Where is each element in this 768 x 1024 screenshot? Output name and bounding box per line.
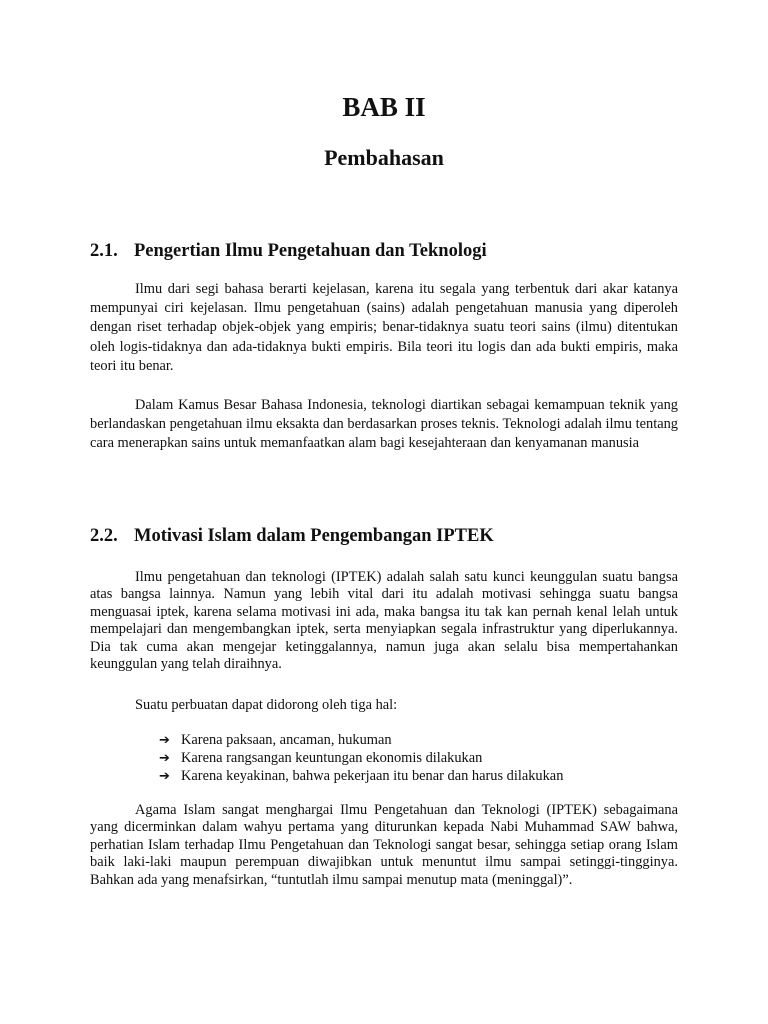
section-heading-2-1 <box>90 241 487 262</box>
chapter-subtitle: Pembahasan <box>324 145 444 170</box>
paragraph-list-intro: Suatu perbuatan dapat didorong oleh tiga hal: <box>135 697 398 713</box>
paragraph-ilmu-definition: Ilmu dari segi bahasa berarti kejelasan, karena itu segala yang terbentuk dari akar katanya mempunyai ciri kejelasan. Ilmu pengetahuan (sains) adalah pengetahuan manusia yang diperoleh dengan riset terhadap objek-objek yang empiris; benar-tidaknya suatu teori sains (ilmu) ditentukan oleh logis-tidaknya dan ada-tidaknya bukti empiris. Bila teori itu logis dan ada bukti empiris, maka teori itu benar. <box>90 281 678 374</box>
list-item: ➔ Karena keyakinan, bahwa pekerjaan itu benar dan harus dilakukan <box>159 767 564 784</box>
arrow-right-icon: ➔ <box>159 768 170 784</box>
section-number: 2.1. <box>90 241 118 261</box>
list-item: ➔ Karena rangsangan keuntungan ekonomis dilakukan <box>159 749 483 766</box>
arrow-right-icon: ➔ <box>159 750 170 766</box>
paragraph-iptek-motivation: Ilmu pengetahuan dan teknologi (IPTEK) adalah salah satu kunci keunggulan suatu bangsa atas bangsa lainnya. Namun yang lebih vital dari itu adalah motivasi sehingga suatu bangsa menguasai iptek, karena selama motivasi ini ada, maka bangsa itu tak kan pernah kenal lelah untuk mempelajari dan mengembangkan iptek, serta menyiapkan segala infrastruktur yang diperlukannya. Dia tak cuma akan mengejar ketinggalannya, namun juga akan selalu bisa mempertahankan keunggulan yang telah diraihnya. <box>90 569 678 673</box>
chapter-title: BAB II <box>342 92 426 122</box>
paragraph-teknologi-definition: Dalam Kamus Besar Bahasa Indonesia, teknologi diartikan sebagai kemampuan teknik yang berlandaskan pengetahuan ilmu eksakta dan berdasarkan proses teknis. Teknologi adalah ilmu tentang cara menerapkan sains untuk memanfaatkan alam bagi kesejahteraan dan kenyamanan manusia <box>90 397 678 452</box>
section-number: 2.2. <box>90 526 118 546</box>
paragraph-islam-iptek: Agama Islam sangat menghargai Ilmu Pengetahuan dan Teknologi (IPTEK) sebagaimana yang dicerminkan dalam wahyu pertama yang diturunkan kepada Nabi Muhammad SAW bahwa, perhatian Islam terhadap Ilmu Pengetahuan dan Teknologi sangat besar, sehingga setiap orang Islam baik laki-laki maupun perempuan diwajibkan untuk menuntut ilmu sampai setinggi-tingginya. Bahkan ada yang menafsirkan, “tuntutlah ilmu sampai menutup mata (meninggal)”. <box>90 802 678 888</box>
reasons-list <box>159 732 563 785</box>
section-title: Pengertian Ilmu Pengetahuan dan Teknologi <box>134 241 487 261</box>
arrow-right-icon: ➔ <box>159 733 170 748</box>
section-title: Motivasi Islam dalam Pengembangan IPTEK <box>134 526 494 546</box>
section-heading-2-2 <box>90 526 494 547</box>
list-item: ➔ Karena paksaan, ancaman, hukuman <box>159 732 392 748</box>
